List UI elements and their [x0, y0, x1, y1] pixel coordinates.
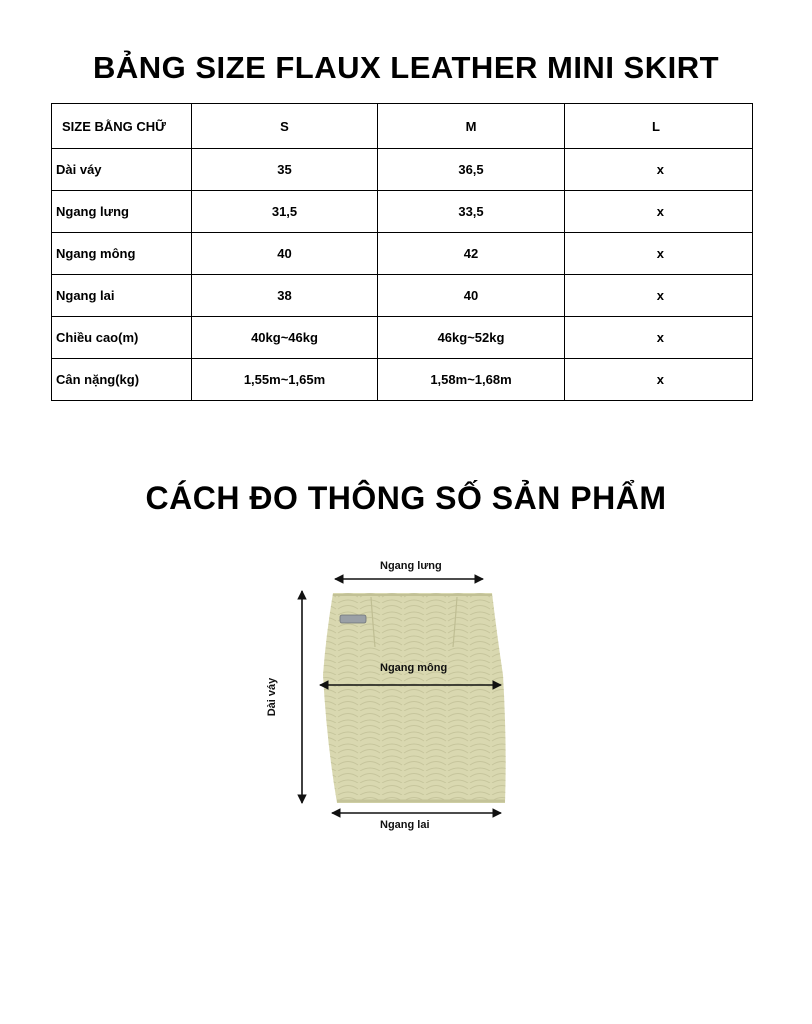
table-row: [52, 149, 753, 191]
row-label: Chiều cao(m): [52, 317, 192, 359]
hip-measure-label: Ngang mông: [380, 662, 448, 674]
cell-s: 40kg~46kg: [192, 317, 378, 359]
cell-m: 36,5: [378, 149, 565, 191]
cell-s: 35: [192, 149, 378, 191]
logo-tag-icon: [340, 615, 366, 623]
table-row: [52, 359, 753, 401]
cell-l: x: [565, 233, 753, 275]
length-measure-label: Dài váy: [266, 677, 278, 717]
measurement-guide-title: CÁCH ĐO THÔNG SỐ SẢN PHẨM: [145, 480, 667, 516]
cell-s: 40: [192, 233, 378, 275]
cell-s: 38: [192, 275, 378, 317]
skirt-illustration-icon: [205, 555, 605, 845]
waist-measure-label: Ngang lưng: [380, 560, 442, 572]
row-label: Cân nặng(kg): [52, 359, 192, 401]
row-label: Ngang lưng: [52, 191, 192, 233]
row-label: Ngang mông: [52, 233, 192, 275]
cell-l: x: [565, 149, 753, 191]
cell-l: x: [565, 191, 753, 233]
cell-m: 33,5: [378, 191, 565, 233]
header-size-label: SIZE BẰNG CHỮ: [52, 104, 192, 149]
cell-l: x: [565, 317, 753, 359]
cell-m: 1,58m~1,68m: [378, 359, 565, 401]
cell-m: 42: [378, 233, 565, 275]
skirt-diagram: [205, 555, 605, 845]
cell-l: x: [565, 275, 753, 317]
cell-s: 31,5: [192, 191, 378, 233]
cell-l: x: [565, 359, 753, 401]
hem-measure-label: Ngang lai: [380, 819, 430, 831]
cell-s: 1,55m~1,65m: [192, 359, 378, 401]
size-chart-table: [51, 103, 753, 401]
row-label: Dài váy: [52, 149, 192, 191]
header-size-m: M: [378, 104, 565, 149]
row-label: Ngang lai: [52, 275, 192, 317]
header-size-s: S: [192, 104, 378, 149]
header-size-l: L: [565, 104, 753, 149]
table-row: [52, 191, 753, 233]
table-row: [52, 317, 753, 359]
table-row: [52, 233, 753, 275]
table-header-row: [52, 104, 753, 149]
cell-m: 46kg~52kg: [378, 317, 565, 359]
size-chart-title: BẢNG SIZE FLAUX LEATHER MINI SKIRT: [92, 50, 720, 85]
table-row: [52, 275, 753, 317]
cell-m: 40: [378, 275, 565, 317]
